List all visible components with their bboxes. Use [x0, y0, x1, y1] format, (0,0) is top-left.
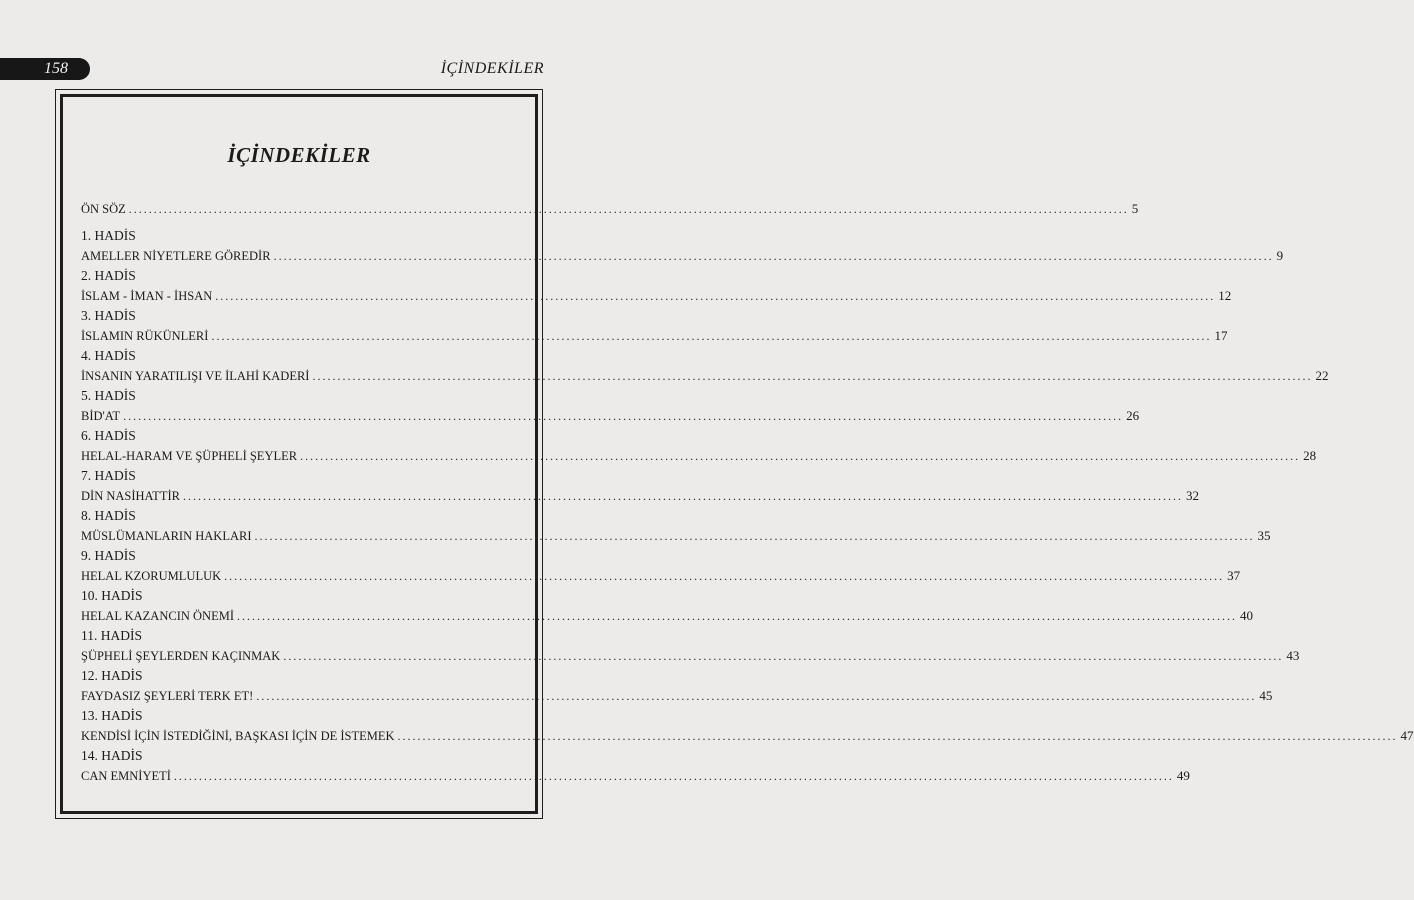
- toc-entry-label: 14. HADİS: [81, 748, 143, 763]
- toc-entry-row: [81, 526, 1271, 546]
- toc-entry-label: 12. HADİS: [81, 668, 143, 683]
- toc-entry-preface[interactable]: [81, 199, 1139, 219]
- toc-entry[interactable]: [81, 586, 1253, 626]
- toc-leader-dots: ........................................................................................................................................................................................................: [256, 689, 1257, 703]
- toc-entry-page: 17: [1214, 328, 1228, 343]
- toc-entry[interactable]: [81, 306, 1228, 346]
- toc-entry-page: 49: [1176, 768, 1190, 783]
- toc-entry-title: KENDİSİ İÇİN İSTEDİĞİNİ, BAŞKASI İÇİN DE İSTEMEK: [81, 729, 395, 743]
- toc-entry-label: 13. HADİS: [81, 708, 143, 723]
- toc-entry-title: AMELLER NİYETLERE GÖREDİR: [81, 249, 271, 263]
- toc-entry[interactable]: [81, 266, 1232, 306]
- toc-entry-title: İSLAM - İMAN - İHSAN: [81, 289, 213, 303]
- toc-entry[interactable]: [81, 546, 1241, 586]
- toc-entry[interactable]: [81, 386, 1140, 426]
- page-number-tab: [0, 58, 90, 80]
- toc-entry-title: HELAL KAZANCIN ÖNEMİ: [81, 609, 234, 623]
- toc-entry-row: [81, 606, 1253, 626]
- toc-leader-dots: ........................................................................................................................................................................................................: [397, 729, 1398, 743]
- toc-entry-title: ŞÜPHELİ ŞEYLERDEN KAÇINMAK: [81, 649, 281, 663]
- toc-entry-page: 26: [1126, 408, 1140, 423]
- toc-entry[interactable]: [81, 466, 1199, 506]
- toc-entry-page: 28: [1303, 448, 1317, 463]
- toc-entry-title: İNSANIN YARATILIŞI VE İLAHİ KADERİ: [81, 369, 310, 383]
- toc-entry-row: [81, 406, 1140, 426]
- toc-entry-row: [81, 686, 1273, 706]
- toc-entry-label: 6. HADİS: [81, 428, 136, 443]
- toc-entry-row: [81, 566, 1241, 586]
- toc-entry[interactable]: [81, 426, 1317, 466]
- toc-entry-page: 47: [1400, 728, 1414, 743]
- toc-entry-title: ÖN SÖZ: [81, 202, 126, 216]
- page-number: 158: [44, 60, 68, 77]
- toc-entry-label: 1. HADİS: [81, 228, 136, 243]
- toc-entry[interactable]: [81, 746, 1190, 786]
- toc-entry-row: [81, 646, 1300, 666]
- toc-leader-dots: ........................................................................................................................................................................................................: [300, 449, 1301, 463]
- toc-entry-title: FAYDASIZ ŞEYLERİ TERK ET!: [81, 689, 254, 703]
- toc-entry-title: HELAL-HARAM VE ŞÜPHELİ ŞEYLER: [81, 449, 298, 463]
- toc-entry[interactable]: [81, 626, 1300, 666]
- toc-entry-row: [81, 766, 1190, 786]
- toc-entry-title: HELAL KZORUMLULUK: [81, 569, 222, 583]
- toc-entry-page: 22: [1315, 368, 1329, 383]
- toc-entry[interactable]: [81, 346, 1329, 386]
- toc-entry-label: 11. HADİS: [81, 628, 143, 643]
- toc-frame-inner: [60, 94, 1414, 814]
- toc-leader-dots: ........................................................................................................................................................................................................: [273, 249, 1274, 263]
- toc-entry-label: 5. HADİS: [81, 388, 136, 403]
- toc-entry-label: 4. HADİS: [81, 348, 136, 363]
- toc-entry-row: [81, 246, 1284, 266]
- toc-entry-label: 8. HADİS: [81, 508, 136, 523]
- toc-entry-label: 2. HADİS: [81, 268, 136, 283]
- toc-entry-row: [81, 726, 1414, 746]
- toc-leader-dots: ........................................................................................................................................................................................................: [312, 369, 1313, 383]
- toc-leader-dots: ........................................................................................................................................................................................................: [254, 529, 1255, 543]
- toc-leader-dots: ........................................................................................................................................................................................................: [182, 489, 1183, 503]
- toc-entry-title: BİD'AT: [81, 409, 121, 423]
- toc-leader-dots: ........................................................................................................................................................................................................: [123, 409, 1124, 423]
- running-header: İÇİNDEKİLER: [440, 60, 544, 77]
- toc-entry-page: 32: [1185, 488, 1199, 503]
- toc-entry-row: [81, 326, 1228, 346]
- toc-entry[interactable]: [81, 226, 1284, 266]
- toc-entry-page: 45: [1259, 688, 1273, 703]
- toc-leader-dots: ........................................................................................................................................................................................................: [283, 649, 1284, 663]
- toc-leader-dots: ........................................................................................................................................................................................................: [128, 202, 1129, 216]
- toc-entry-page: 35: [1257, 528, 1271, 543]
- toc-leader-dots: ........................................................................................................................................................................................................: [224, 569, 1225, 583]
- toc-entry-title: İSLAMIN RÜKÜNLERİ: [81, 329, 209, 343]
- toc-entry-label: 7. HADİS: [81, 468, 136, 483]
- toc-entry-label: 3. HADİS: [81, 308, 136, 323]
- toc-entry-label: 10. HADİS: [81, 588, 143, 603]
- toc-entry-page: 43: [1286, 648, 1300, 663]
- toc-entry-title: DİN NASİHATTİR: [81, 489, 180, 503]
- toc-entry-title: MÜSLÜMANLARIN HAKLARI: [81, 529, 252, 543]
- toc-frame: [55, 89, 1414, 819]
- toc-leader-dots: ........................................................................................................................................................................................................: [215, 289, 1216, 303]
- toc-entry-page: 5: [1131, 201, 1139, 216]
- toc-entry-row: [81, 366, 1329, 386]
- toc-entry-page: 9: [1276, 248, 1284, 263]
- toc-entry-title: CAN EMNİYETİ: [81, 769, 171, 783]
- toc-leader-dots: ........................................................................................................................................................................................................: [211, 329, 1212, 343]
- toc-entry-row: [81, 446, 1317, 466]
- toc-leader-dots: ........................................................................................................................................................................................................: [237, 609, 1237, 623]
- toc-leader-dots: ........................................................................................................................................................................................................: [173, 769, 1174, 783]
- toc-entry-row: [81, 486, 1199, 506]
- toc-entry-label: 9. HADİS: [81, 548, 136, 563]
- toc-entry-page: 40: [1240, 608, 1253, 623]
- toc-entry-row: [81, 286, 1232, 306]
- toc-list: [81, 199, 1414, 786]
- toc-hadis-entries: [81, 226, 1414, 786]
- toc-entry[interactable]: [81, 706, 1414, 746]
- toc-entry[interactable]: [81, 506, 1271, 546]
- toc-entry[interactable]: [81, 666, 1273, 706]
- toc-entry-page: 37: [1227, 568, 1241, 583]
- toc-entry-page: 12: [1218, 288, 1232, 303]
- toc-title: İÇİNDEKİLER: [227, 143, 371, 167]
